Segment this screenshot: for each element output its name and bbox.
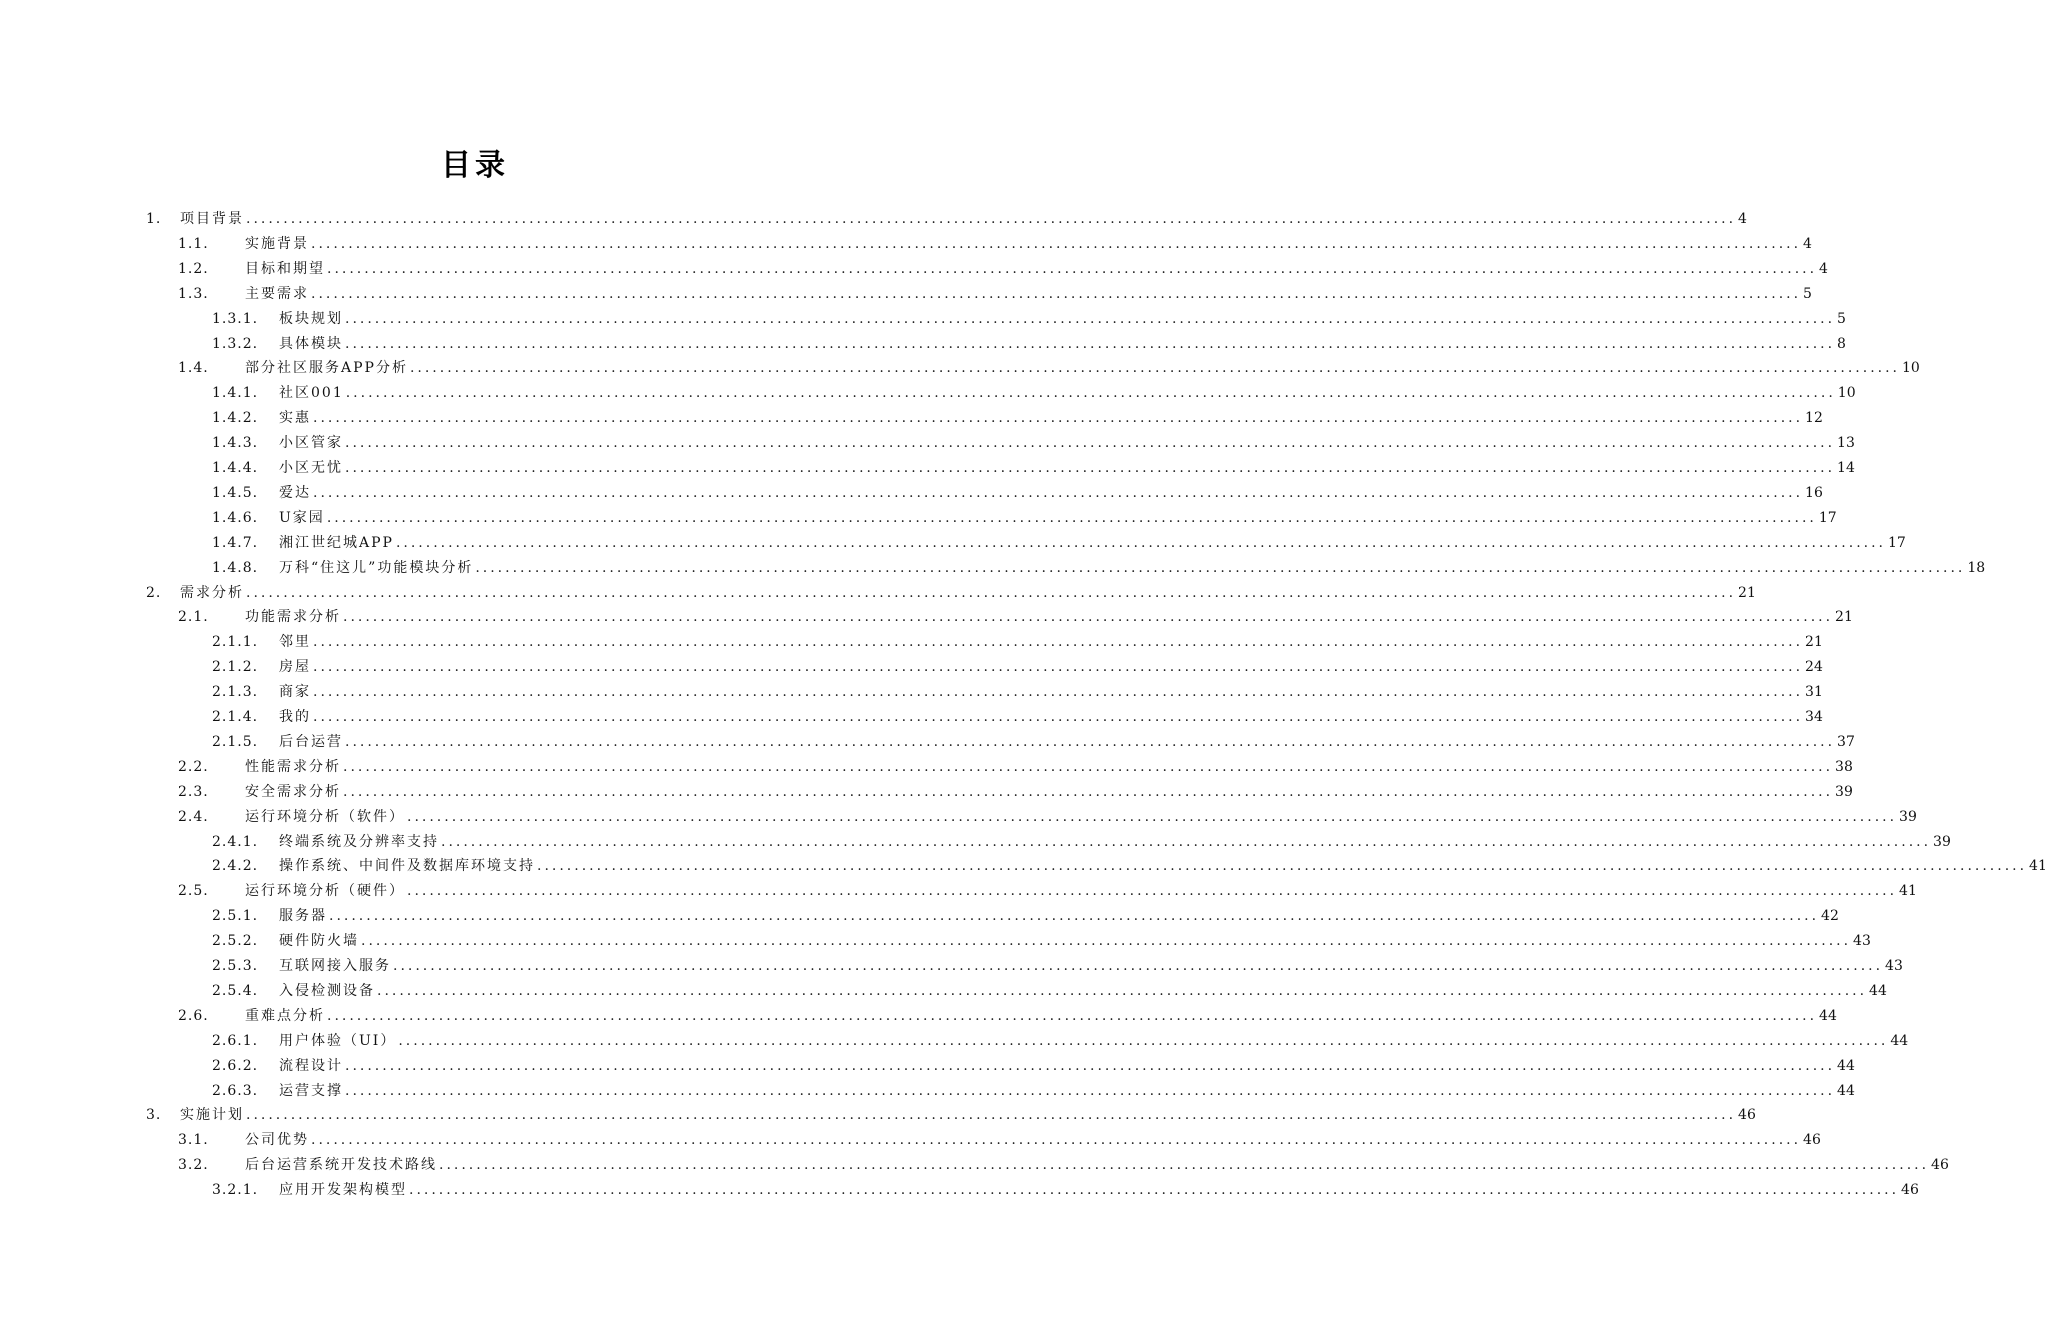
toc-entry-number: 2.4.1. <box>212 833 259 850</box>
toc-entry-level3[interactable] <box>0 506 1837 530</box>
toc-dot-leader: ........................................................................................................................................................................................................ <box>345 310 1836 327</box>
toc-entry-page-number: 5 <box>1837 310 1846 327</box>
toc-entry-number: 1.4.2. <box>212 410 259 427</box>
toc-entry-line <box>245 1004 1837 1028</box>
toc-entry-title: 后台运营 <box>279 733 343 750</box>
toc-entry-number: 2.1.3. <box>212 684 259 701</box>
toc-entry-level2[interactable] <box>0 232 1812 256</box>
toc-entry-level1[interactable] <box>0 207 1747 231</box>
toc-entry-level3[interactable] <box>0 1079 1855 1103</box>
page-title: 目录 <box>441 148 509 183</box>
toc-entry-title: 运行环境分析（硬件） <box>245 883 405 900</box>
toc-entry-level3[interactable] <box>0 531 1906 555</box>
toc-dot-leader: ........................................................................................................................................................................................................ <box>475 559 1966 576</box>
toc-dot-leader: ........................................................................................................................................................................................................ <box>313 709 1804 725</box>
toc-dot-leader: ........................................................................................................................................................................................................ <box>313 410 1804 427</box>
toc-entry-page-number: 14 <box>1837 460 1855 476</box>
toc-entry-title: 用户体验（UI） <box>279 1032 397 1049</box>
toc-dot-leader: ........................................................................................................................................................................................................ <box>327 260 1818 277</box>
toc-entry-title: U家园 <box>279 509 325 526</box>
toc-entry-level3[interactable] <box>0 954 1903 978</box>
toc-entry-level2[interactable] <box>0 282 1812 306</box>
toc-entry-level2[interactable] <box>0 257 1828 281</box>
toc-entry-level2[interactable] <box>0 1153 1949 1177</box>
toc-entry-level3[interactable] <box>0 904 1839 928</box>
toc-entry-line <box>279 1054 1855 1078</box>
toc-entry-line <box>245 605 1853 629</box>
toc-entry-title: 小区无忧 <box>279 460 343 476</box>
toc-entry-title: 需求分析 <box>180 584 244 601</box>
toc-entry-number: 3.1. <box>178 1132 209 1149</box>
toc-entry-number: 2.5. <box>178 883 209 900</box>
toc-entry-number: 1.4.5. <box>212 484 259 501</box>
toc-dot-leader: ........................................................................................................................................................................................................ <box>313 684 1804 701</box>
toc-entry-number: 1. <box>146 211 162 227</box>
toc-entry-line <box>279 954 1903 978</box>
toc-entry-page-number: 46 <box>1738 1107 1756 1124</box>
toc-entry-number: 1.3. <box>178 285 209 302</box>
toc-dot-leader: ........................................................................................................................................................................................................ <box>439 1157 1930 1174</box>
toc-dot-leader: ........................................................................................................................................................................................................ <box>246 211 1737 227</box>
toc-entry-line <box>279 556 1986 580</box>
toc-entry-title: 万科“住这儿”功能模块分析 <box>279 559 474 576</box>
toc-entry-number: 2.4.2. <box>212 858 259 875</box>
toc-entry-level3[interactable] <box>0 929 1871 953</box>
toc-entry-level2[interactable] <box>0 1128 1821 1152</box>
toc-entry-title: 运营支撑 <box>279 1082 343 1099</box>
toc-entry-number: 2.1.5. <box>212 733 259 750</box>
toc-entry-page-number: 39 <box>1933 833 1951 850</box>
toc-entry-number: 1.4.8. <box>212 559 259 576</box>
toc-entry-line <box>279 680 1823 704</box>
toc-dot-leader: ........................................................................................................................................................................................................ <box>311 285 1802 302</box>
toc-entry-title: 实施背景 <box>245 235 309 252</box>
toc-entry-line <box>245 356 1920 380</box>
toc-entry-title: 我的 <box>279 709 311 725</box>
toc-entry-number: 1.4. <box>178 360 209 377</box>
toc-entry-level2[interactable] <box>0 805 1917 829</box>
toc-entry-level3[interactable] <box>0 1054 1855 1078</box>
toc-entry-line <box>245 780 1853 804</box>
toc-entry-page-number: 34 <box>1805 709 1823 725</box>
toc-entry-page-number: 10 <box>1902 360 1920 377</box>
toc-dot-leader: ........................................................................................................................................................................................................ <box>361 933 1852 950</box>
toc-dot-leader: ........................................................................................................................................................................................................ <box>313 634 1804 651</box>
toc-entry-title: 具体模块 <box>279 335 343 352</box>
toc-entry-page-number: 13 <box>1837 435 1855 452</box>
toc-entry-page-number: 17 <box>1888 534 1906 551</box>
toc-dot-leader: ........................................................................................................................................................................................................ <box>409 1182 1900 1199</box>
toc-dot-leader: ........................................................................................................................................................................................................ <box>395 534 1886 551</box>
toc-entry-page-number: 46 <box>1931 1157 1949 1174</box>
toc-entry-level3[interactable] <box>0 979 1887 1003</box>
toc-entry-page-number: 21 <box>1805 634 1823 651</box>
toc-entry-level3[interactable] <box>0 556 1986 580</box>
toc-entry-number: 1.4.1. <box>212 385 259 402</box>
toc-entry-number: 2.5.2. <box>212 933 259 950</box>
toc-dot-leader: ........................................................................................................................................................................................................ <box>345 733 1836 750</box>
toc-entry-title: 项目背景 <box>180 211 244 227</box>
toc-entry-page-number: 10 <box>1837 385 1856 402</box>
toc-entry-level3[interactable] <box>0 680 1823 704</box>
toc-entry-page-number: 39 <box>1899 808 1917 825</box>
toc-entry-line <box>180 207 1747 231</box>
toc-entry-number: 2.6.1. <box>212 1032 259 1049</box>
toc-entry-number: 2.1.1. <box>212 634 259 651</box>
toc-entry-title: 实施计划 <box>180 1107 244 1124</box>
toc-entry-page-number: 31 <box>1805 684 1823 701</box>
toc-entry-number: 2.6.3. <box>212 1082 259 1099</box>
toc-entry-line <box>245 879 1917 903</box>
toc-dot-leader: ........................................................................................................................................................................................................ <box>326 509 1817 526</box>
toc-entry-level3[interactable] <box>0 830 1951 854</box>
toc-entry-title: 重难点分析 <box>245 1007 325 1024</box>
toc-entry-number: 1.3.1. <box>212 310 259 327</box>
toc-entry-title: 服务器 <box>279 908 327 925</box>
toc-entry-line <box>279 307 1846 331</box>
toc-entry-number: 2. <box>146 584 162 601</box>
toc-dot-leader: ........................................................................................................................................................................................................ <box>311 235 1802 252</box>
toc-entry-title: 应用开发架构模型 <box>279 1182 407 1199</box>
toc-entry-level3[interactable] <box>0 655 1823 679</box>
toc-entry-line <box>279 431 1855 455</box>
toc-entry-page-number: 12 <box>1805 410 1823 427</box>
toc-dot-leader: ........................................................................................................................................................................................................ <box>343 783 1834 800</box>
toc-dot-leader: ........................................................................................................................................................................................................ <box>246 1107 1737 1124</box>
toc-entry-line <box>279 381 1856 405</box>
toc-entry-number: 1.4.4. <box>212 460 259 476</box>
toc-entry-line <box>279 406 1823 430</box>
toc-entry-title: 湘江世纪城APP <box>279 534 394 551</box>
toc-entry-line <box>279 506 1837 530</box>
toc-entry-page-number: 16 <box>1805 484 1823 501</box>
toc-entry-line <box>279 630 1823 654</box>
toc-entry-title: 板块规划 <box>279 310 343 327</box>
toc-entry-line <box>279 979 1887 1003</box>
toc-entry-line <box>180 581 1756 605</box>
toc-entry-level2[interactable] <box>0 356 1920 380</box>
toc-entry-title: 邻里 <box>279 634 311 651</box>
toc-entry-page-number: 42 <box>1821 908 1839 925</box>
toc-entry-number: 3.2.1. <box>212 1182 259 1199</box>
toc-entry-page-number: 46 <box>1901 1182 1919 1199</box>
toc-entry-page-number: 44 <box>1890 1032 1909 1049</box>
toc-entry-number: 2.2. <box>178 758 209 775</box>
toc-dot-leader: ........................................................................................................................................................................................................ <box>407 808 1898 825</box>
toc-entry-page-number: 39 <box>1835 783 1853 800</box>
toc-entry-level3[interactable] <box>0 456 1855 480</box>
toc-entry-title: 房屋 <box>279 659 311 676</box>
toc-entry-page-number: 5 <box>1803 285 1812 302</box>
toc-entry-page-number: 38 <box>1835 758 1853 775</box>
toc-entry-title: 性能需求分析 <box>245 758 341 775</box>
toc-entry-line <box>245 257 1828 281</box>
toc-entry-level2[interactable] <box>0 1004 1837 1028</box>
toc-entry-title: 互联网接入服务 <box>279 958 391 974</box>
toc-entry-number: 1.4.6. <box>212 509 259 526</box>
toc-dot-leader: ........................................................................................................................................................................................................ <box>409 360 1900 377</box>
toc-entry-title: 小区管家 <box>279 435 343 452</box>
toc-entry-number: 2.1.4. <box>212 709 259 725</box>
toc-entry-level3[interactable] <box>0 630 1823 654</box>
toc-entry-line <box>180 1103 1756 1127</box>
toc-dot-leader: ........................................................................................................................................................................................................ <box>537 858 2028 875</box>
toc-entry-page-number: 17 <box>1818 509 1837 526</box>
toc-entry-title: 爱达 <box>279 484 311 501</box>
toc-entry-level3[interactable] <box>0 1178 1919 1202</box>
toc-entry-number: 2.5.4. <box>212 982 259 999</box>
toc-dot-leader: ........................................................................................................................................................................................................ <box>398 1032 1889 1049</box>
toc-entry-level2[interactable] <box>0 605 1853 629</box>
toc-entry-line <box>245 1153 1949 1177</box>
toc-dot-leader: ........................................................................................................................................................................................................ <box>345 435 1836 452</box>
toc-entry-title: 部分社区服务APP分析 <box>245 360 408 377</box>
toc-entry-level3[interactable] <box>0 1029 1909 1053</box>
toc-entry-number: 1.4.3. <box>212 435 259 452</box>
toc-entry-line <box>279 830 1951 854</box>
toc-dot-leader: ........................................................................................................................................................................................................ <box>343 758 1834 775</box>
toc-entry-level3[interactable] <box>0 705 1823 729</box>
toc-entry-level3[interactable] <box>0 307 1846 331</box>
toc-entry-page-number: 21 <box>1738 584 1756 601</box>
toc-entry-level2[interactable] <box>0 780 1853 804</box>
toc-entry-title: 社区001 <box>279 385 344 402</box>
toc-dot-leader: ........................................................................................................................................................................................................ <box>345 460 1836 476</box>
toc-entry-number: 2.3. <box>178 783 209 800</box>
toc-entry-number: 2.6. <box>178 1007 209 1024</box>
toc-entry-line <box>279 1079 1855 1103</box>
toc-entry-line <box>245 232 1812 256</box>
toc-dot-leader: ........................................................................................................................................................................................................ <box>345 1057 1836 1074</box>
toc-entry-line <box>279 929 1871 953</box>
toc-entry-line <box>279 730 1855 754</box>
toc-entry-line <box>279 705 1823 729</box>
toc-entry-page-number: 37 <box>1837 733 1855 750</box>
toc-entry-title: 后台运营系统开发技术路线 <box>245 1157 437 1174</box>
toc-entry-title: 功能需求分析 <box>245 609 341 626</box>
toc-entry-line <box>245 755 1853 779</box>
toc-entry-line <box>245 1128 1821 1152</box>
toc-dot-leader: ........................................................................................................................................................................................................ <box>345 1082 1836 1099</box>
toc-entry-line <box>279 655 1823 679</box>
toc-entry-number: 1.4.7. <box>212 534 259 551</box>
toc-entry-number: 3. <box>146 1107 162 1124</box>
toc-entry-level1[interactable] <box>0 581 1756 605</box>
toc-entry-title: 安全需求分析 <box>245 783 341 800</box>
toc-entry-page-number: 4 <box>1819 260 1828 277</box>
toc-entry-level3[interactable] <box>0 854 2047 878</box>
toc-entry-page-number: 24 <box>1805 659 1823 676</box>
toc-dot-leader: ........................................................................................................................................................................................................ <box>407 883 1898 900</box>
toc-entry-level3[interactable] <box>0 730 1855 754</box>
toc-entry-page-number: 43 <box>1853 933 1871 950</box>
toc-dot-leader: ........................................................................................................................................................................................................ <box>327 1007 1818 1024</box>
toc-entry-number: 1.1. <box>178 235 209 252</box>
toc-entry-line <box>245 805 1917 829</box>
toc-dot-leader: ........................................................................................................................................................................................................ <box>343 609 1834 626</box>
toc-entry-line <box>279 456 1855 480</box>
toc-entry-title: 操作系统、中间件及数据库环境支持 <box>279 858 535 875</box>
toc-entry-title: 目标和期望 <box>245 260 325 277</box>
toc-entry-title: 流程设计 <box>279 1057 343 1074</box>
toc-entry-page-number: 4 <box>1803 235 1812 252</box>
toc-entry-number: 2.6.2. <box>212 1057 259 1074</box>
toc-entry-title: 终端系统及分辨率支持 <box>279 833 439 850</box>
toc-entry-page-number: 44 <box>1837 1057 1855 1074</box>
toc-entry-page-number: 41 <box>1899 883 1917 900</box>
toc-entry-title: 实惠 <box>279 410 311 427</box>
toc-entry-level3[interactable] <box>0 481 1823 505</box>
toc-entry-line <box>279 531 1906 555</box>
toc-entry-level3[interactable] <box>0 332 1846 356</box>
toc-dot-leader: ........................................................................................................................................................................................................ <box>329 908 1820 925</box>
toc-entry-page-number: 4 <box>1738 211 1747 227</box>
toc-entry-title: 硬件防火墙 <box>279 933 359 950</box>
toc-entry-title: 主要需求 <box>245 285 309 302</box>
toc-entry-line <box>279 904 1839 928</box>
toc-entry-line <box>279 1029 1909 1053</box>
toc-entry-number: 2.1. <box>178 609 209 626</box>
toc-dot-leader: ........................................................................................................................................................................................................ <box>377 982 1868 999</box>
toc-entry-line <box>279 1178 1919 1202</box>
toc-entry-page-number: 21 <box>1835 609 1853 626</box>
toc-entry-line <box>279 854 2047 878</box>
toc-entry-level3[interactable] <box>0 431 1855 455</box>
toc-entry-page-number: 18 <box>1967 559 1986 576</box>
toc-entry-number: 3.2. <box>178 1157 209 1174</box>
toc-entry-level2[interactable] <box>0 755 1853 779</box>
toc-entry-number: 2.5.1. <box>212 908 259 925</box>
toc-entry-title: 公司优势 <box>245 1132 309 1149</box>
toc-entry-page-number: 44 <box>1837 1082 1855 1099</box>
toc-dot-leader: ........................................................................................................................................................................................................ <box>441 833 1932 850</box>
toc-dot-leader: ........................................................................................................................................................................................................ <box>345 335 1836 352</box>
toc-entry-line <box>279 332 1846 356</box>
toc-dot-leader: ........................................................................................................................................................................................................ <box>311 1132 1802 1149</box>
toc-dot-leader: ........................................................................................................................................................................................................ <box>393 958 1884 974</box>
toc-entry-page-number: 46 <box>1803 1132 1821 1149</box>
toc-entry-page-number: 43 <box>1885 958 1903 974</box>
toc-entry-title: 运行环境分析（软件） <box>245 808 405 825</box>
toc-entry-page-number: 44 <box>1819 1007 1837 1024</box>
toc-dot-leader: ........................................................................................................................................................................................................ <box>246 584 1737 601</box>
toc-entry-level3[interactable] <box>0 406 1823 430</box>
toc-entry-level3[interactable] <box>0 381 1856 405</box>
toc-entry-page-number: 44 <box>1869 982 1887 999</box>
toc-entry-level2[interactable] <box>0 879 1917 903</box>
toc-entry-page-number: 8 <box>1837 335 1846 352</box>
toc-entry-page-number: 41 <box>2029 858 2047 875</box>
toc-entry-line <box>279 481 1823 505</box>
toc-entry-title: 入侵检测设备 <box>279 982 375 999</box>
toc-dot-leader: ........................................................................................................................................................................................................ <box>313 484 1804 501</box>
toc-entry-number: 2.4. <box>178 808 209 825</box>
toc-dot-leader: ........................................................................................................................................................................................................ <box>313 659 1804 676</box>
toc-entry-number: 1.3.2. <box>212 335 259 352</box>
toc-entry-number: 1.2. <box>178 260 209 277</box>
toc-entry-level1[interactable] <box>0 1103 1756 1127</box>
toc-entry-number: 2.1.2. <box>212 659 259 676</box>
toc-entry-line <box>245 282 1812 306</box>
toc-entry-title: 商家 <box>279 684 311 701</box>
toc-entry-number: 2.5.3. <box>212 958 259 974</box>
toc-dot-leader: ........................................................................................................................................................................................................ <box>345 385 1836 402</box>
